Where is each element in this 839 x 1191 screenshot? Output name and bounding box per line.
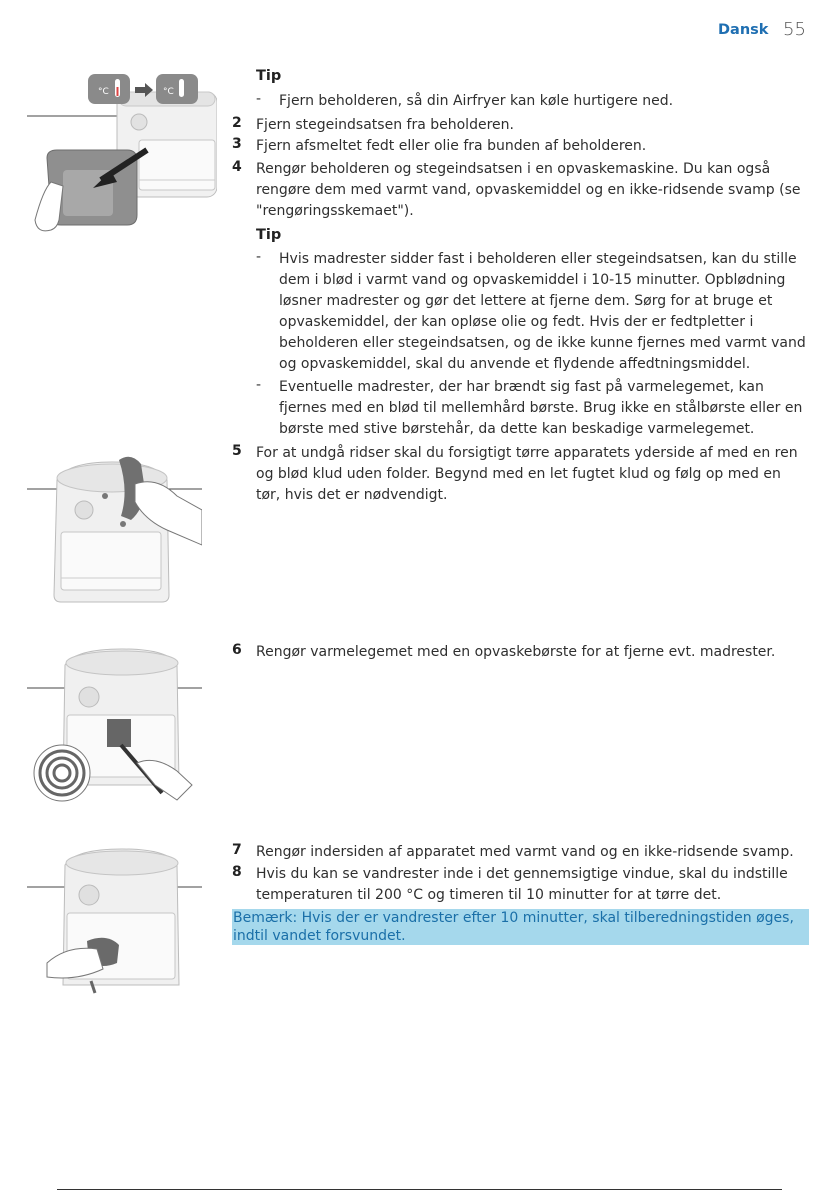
tip2-line: Hvis madrester sidder fast i beholderen eller stegeindsatsen, kan du stille xyxy=(279,251,797,267)
step-3-text: Fjern afsmeltet fedt eller olie fra bunden af beholderen. xyxy=(256,138,647,154)
note-line: indtil vandet forsvundet. xyxy=(233,928,406,944)
footer-rule xyxy=(57,1189,782,1190)
step-number: 2 xyxy=(232,115,242,131)
tip-dash: - xyxy=(256,249,262,265)
step-number: 8 xyxy=(232,864,242,880)
step-number: 7 xyxy=(232,842,242,858)
page-number: 55 xyxy=(783,19,806,40)
step-number: 4 xyxy=(232,159,242,175)
airfryer-wipe-exterior-icon xyxy=(27,450,202,605)
tip-dash: - xyxy=(256,377,262,393)
tip2-line: og opvaskemiddel, skal du anvende et flydende affedtningsmiddel. xyxy=(279,356,751,372)
cool-temp-badge: °C xyxy=(163,87,174,97)
tip2b-line: børste med stive børstehår, da dette kan beskadige varmelegemet. xyxy=(279,421,755,437)
header-language: Dansk xyxy=(718,22,769,38)
step-2-text: Fjern stegeindsatsen fra beholderen. xyxy=(256,117,514,133)
hot-temp-badge: °C xyxy=(98,87,109,97)
note-highlight xyxy=(232,909,809,945)
airfryer-basket-removal-icon xyxy=(27,70,217,245)
step-5-line: For at undgå ridser skal du forsigtigt tørre apparatets yderside af med en ren xyxy=(256,445,798,461)
tip2-line: beholderen eller stegeindsatsen, og de ikke kunne fjernes med varmt vand xyxy=(279,335,806,351)
airfryer-clean-interior-icon xyxy=(27,845,202,1000)
step-number: 6 xyxy=(232,642,242,658)
step-number: 5 xyxy=(232,443,242,459)
tip2-line: opvaskemiddel, der kan opløse olie og fedt. Hvis der er fedtpletter i xyxy=(279,314,754,330)
step-5-line: og blød klud uden folder. Begynd med en let fugtet klud og følg op med en xyxy=(256,466,781,482)
step-8-line: temperaturen til 200 °C og timeren til 10 minutter for at tørre det. xyxy=(256,887,722,903)
tip2b-line: Eventuelle madrester, der har brændt sig fast på varmelegemet, kan xyxy=(279,379,764,395)
step-4-line: rengøre dem med varmt vand, opvaskemiddel og en ikke-ridsende svamp (se xyxy=(256,182,801,198)
step-4-line: Rengør beholderen og stegeindsatsen i en opvaskemaskine. Du kan også xyxy=(256,161,771,177)
step-8-line: Hvis du kan se vandrester inde i det gennemsigtige vindue, skal du indstille xyxy=(256,866,788,882)
tip2b-line: fjernes med en blød til mellemhård børste. Brug ikke en stålbørste eller en xyxy=(279,400,803,416)
step-5-line: tør, hvis det er nødvendigt. xyxy=(256,487,448,503)
tip-heading-1: Tip xyxy=(256,68,282,84)
tip-dash: - xyxy=(256,91,262,107)
tip2-line: løsner madrester og gør det lettere at fjerne dem. Sørg for at bruge et xyxy=(279,293,773,309)
tip-item-1: Fjern beholderen, så din Airfryer kan køle hurtigere ned. xyxy=(279,93,674,109)
step-number: 3 xyxy=(232,136,242,152)
step-7-text: Rengør indersiden af apparatet med varmt vand og en ikke-ridsende svamp. xyxy=(256,844,794,860)
tip-heading-2: Tip xyxy=(256,227,282,243)
step-6-text: Rengør varmelegemet med en opvaskebørste for at fjerne evt. madrester. xyxy=(256,644,776,660)
step-4-line: "rengøringsskemaet"). xyxy=(256,203,414,219)
tip2-line: dem i blød i varmt vand og opvaskemiddel i 10-15 minutter. Opblødning xyxy=(279,272,786,288)
airfryer-brush-heating-element-icon xyxy=(27,645,202,805)
note-line: Bemærk: Hvis der er vandrester efter 10 minutter, skal tilberedningstiden øges, xyxy=(233,910,794,926)
